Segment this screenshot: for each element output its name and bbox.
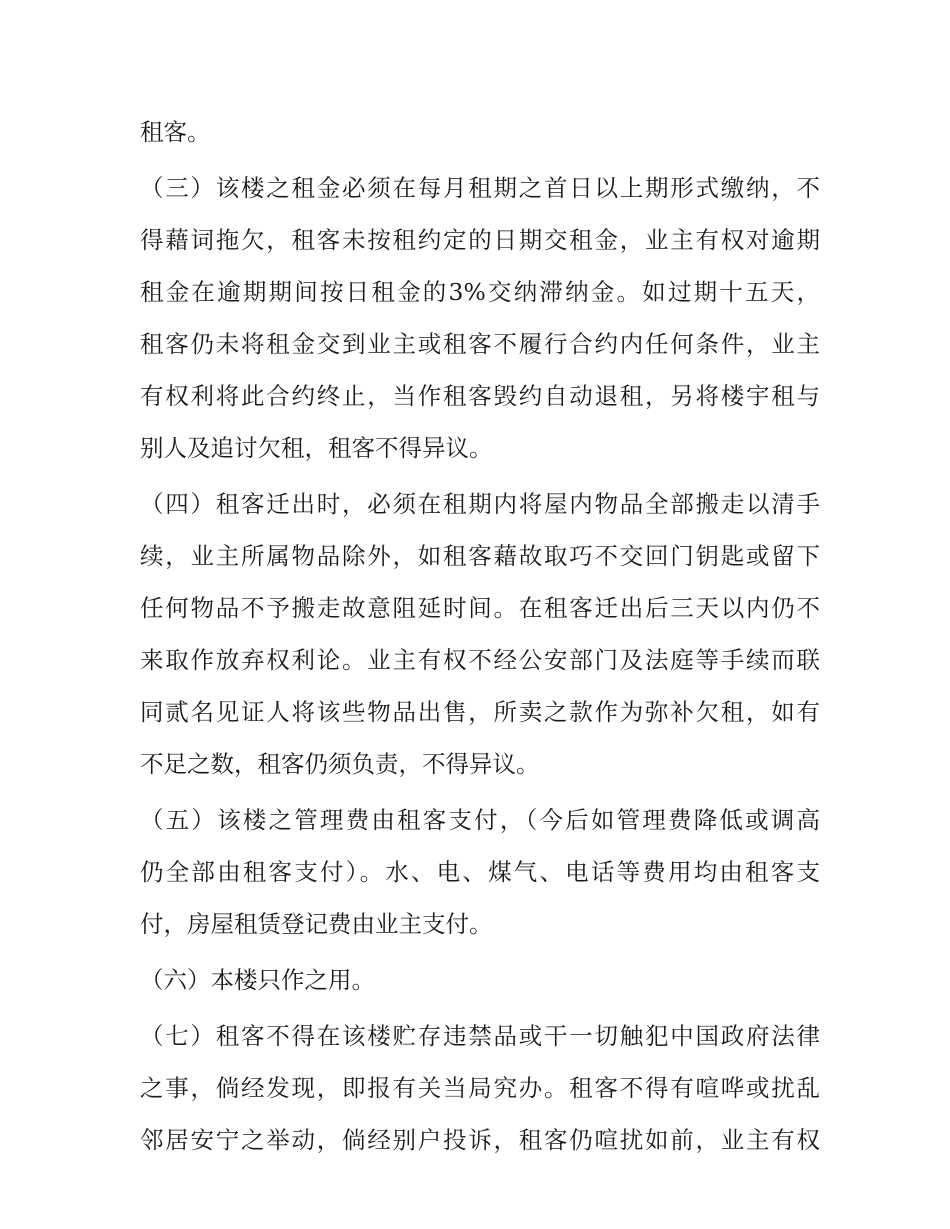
text-line: （三）该楼之租金必须在每月租期之首日以上期形式缴纳，不	[140, 174, 820, 202]
text-line: 之事，倘经发现，即报有关当局究办。租客不得有喧哗或扰乱	[140, 1074, 820, 1102]
text-line: 任何物品不予搬走故意阻延时间。在租客迁出后三天以内仍不	[140, 594, 820, 622]
text-line: 付，房屋租赁登记费由业主支付。	[140, 910, 493, 938]
text-line: （四）租客迁出时，必须在租期内将屋内物品全部搬走以清手	[140, 490, 820, 518]
text-line: 有权利将此合约终止，当作租客毁约自动退租，另将楼宇租与	[140, 382, 820, 410]
text-line: 租客仍未将租金交到业主或租客不履行合约内任何条件，业主	[140, 330, 820, 358]
text-line: （六）本楼只作之用。	[140, 966, 375, 994]
text-line: 租客。	[140, 118, 211, 146]
text-line: 来取作放弃权利论。业主有权不经公安部门及法庭等手续而联	[140, 646, 820, 674]
text-line: 同贰名见证人将该些物品出售，所卖之款作为弥补欠租，如有	[140, 698, 820, 726]
text-line: 租金在逾期期间按日租金的3%交纳滞纳金。如过期十五天，	[140, 278, 820, 306]
text-line: 得藉词拖欠，租客未按租约定的日期交租金，业主有权对逾期	[140, 226, 820, 254]
text-line: 续，业主所属物品除外，如租客藉故取巧不交回门钥匙或留下	[140, 542, 820, 570]
text-line: 邻居安宁之举动，倘经别户投诉，租客仍喧扰如前，业主有权	[140, 1126, 820, 1154]
text-line: （五）该楼之管理费由租客支付，（今后如管理费降低或调高	[140, 806, 820, 834]
text-line: （七）租客不得在该楼贮存违禁品或干一切触犯中国政府法律	[140, 1022, 820, 1050]
text-line: 仍全部由租客支付）。水、电、煤气、电话等费用均由租客支	[140, 858, 820, 886]
text-line: 不足之数，租客仍须负责，不得异议。	[140, 750, 540, 778]
contract-text-body	[140, 106, 820, 1166]
text-line: 别人及追讨欠租，租客不得异议。	[140, 434, 493, 462]
